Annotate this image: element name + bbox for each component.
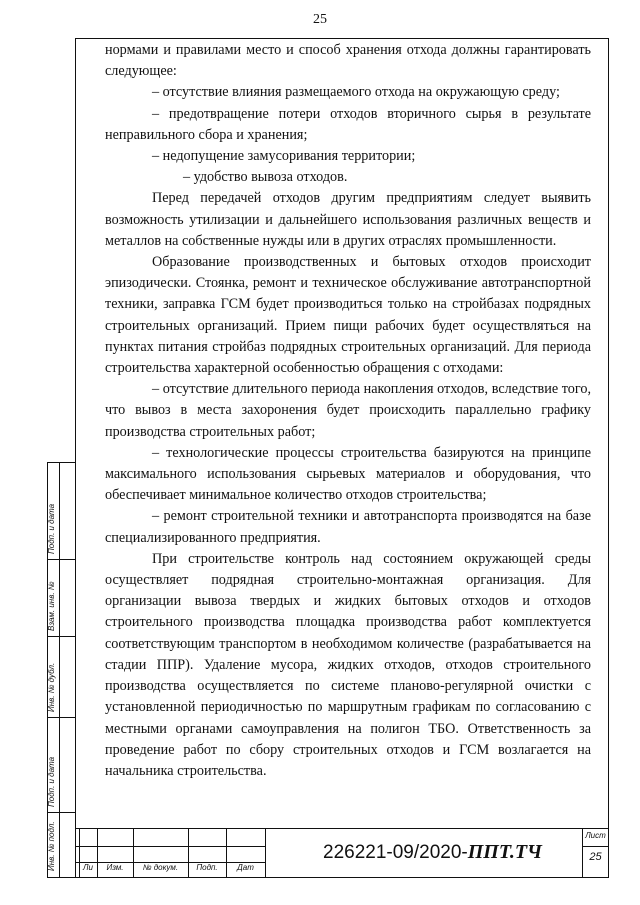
grid-line (75, 846, 265, 847)
stamp-cell-sign-date-1 (48, 463, 75, 560)
document-code-prefix: 226221-09/2020- (323, 842, 468, 863)
list-item: – отсутствие влияния размещаемого отхода на окружающую среду; (152, 84, 560, 101)
stamp-cell-inv-orig (48, 813, 75, 877)
paragraph: нормами и правилами место и способ хранения отхода должны гарантировать следующее: (105, 42, 591, 80)
document-code (323, 841, 542, 864)
col-header-sign: Подп. (196, 863, 218, 872)
col-header-izm: Изм. (106, 863, 124, 872)
stamp-cell-inv-dup (48, 637, 75, 718)
stamp-cell-sign-date-2 (48, 718, 75, 813)
col-header-date: Дат (237, 863, 254, 872)
page-number: 25 (313, 12, 327, 27)
stamp-label: Подп. и дата (47, 756, 56, 807)
margin-stamp (47, 462, 75, 878)
list-item: – предотвращение потери отходов вторичного сырья в результате неправильного сбора и хранения; (105, 105, 591, 143)
list-item: – технологические процессы строительства базируются на принципе максимального использования сырьевых материалов и оборудования, что обеспечивает минимальное количество отходов строительства; (105, 444, 591, 504)
stamp-label: Взам. инв. № (47, 581, 56, 631)
sheet-cell (582, 829, 609, 878)
document-body (105, 40, 591, 782)
stamp-label: Инв. № подл. (47, 821, 56, 871)
document-code-suffix: ППТ.ТЧ (467, 841, 542, 863)
sheet-label: Лист (585, 831, 606, 840)
stamp-label: Инв. № дубл. (47, 662, 56, 712)
stamp-cell-replace-inv (48, 560, 75, 637)
sheet-number: 25 (589, 851, 602, 863)
title-block (75, 828, 609, 878)
list-item: – ремонт строительной техники и автотранспорта производятся на базе специализированного предприятия. (105, 508, 591, 546)
col-header-li: Ли (83, 863, 93, 872)
stamp-label: Подп. и дата (47, 503, 56, 554)
paragraph: Образование производственных и бытовых отходов происходит эпизодически. Стоянка, ремонт и техническое обслуживание автотранспортной техники, заправка ГСМ будет производиться только на стройбазах подрядных строительных организаций. Прием пищи рабочих будет осуществляться на пунктах питания стройбаз подрядных строительных организаций. Для периода строительства характерной особенностью обращения с отходами: (105, 254, 591, 377)
paragraph: При строительстве контроль над состоянием окружающей среды осуществляет подрядная строительно-монтажная организация. Для организации вывоза твердых и жидких бытовых отходов и отходов строительного производства площадка производства работ комплектуется соответствующим транспортом в необходимом количестве (разрабатывается на стадии ППР). Удаление мусора, жидких отходов, отходов строительного производства осуществляется по системе планово-регулярной очистки с установленной периодичностью по маршрутным графикам по согласованию с местными органами самоуправления на полигон ТБО. Ответственность за проведение работ по сбору строительных отходов и ГСМ возлагается на начальника строительства. (105, 550, 591, 779)
list-item: – отсутствие длительного периода накопления отходов, вследствие того, что вывоз в места захоронения будет происходить параллельно графику производства строительных работ; (105, 381, 591, 440)
list-item: – удобство вывоза отходов. (183, 169, 348, 186)
list-item: – недопущение замусоривания территории; (152, 148, 416, 165)
col-header-doc: № докум. (142, 863, 179, 872)
paragraph: Перед передачей отходов другим предприятиям следует выявить возможность утилизации и дальнейшего использования различных веществ и металлов на собственные нужды или в других отраслях промышленности. (105, 190, 591, 249)
grid-line (265, 829, 266, 878)
